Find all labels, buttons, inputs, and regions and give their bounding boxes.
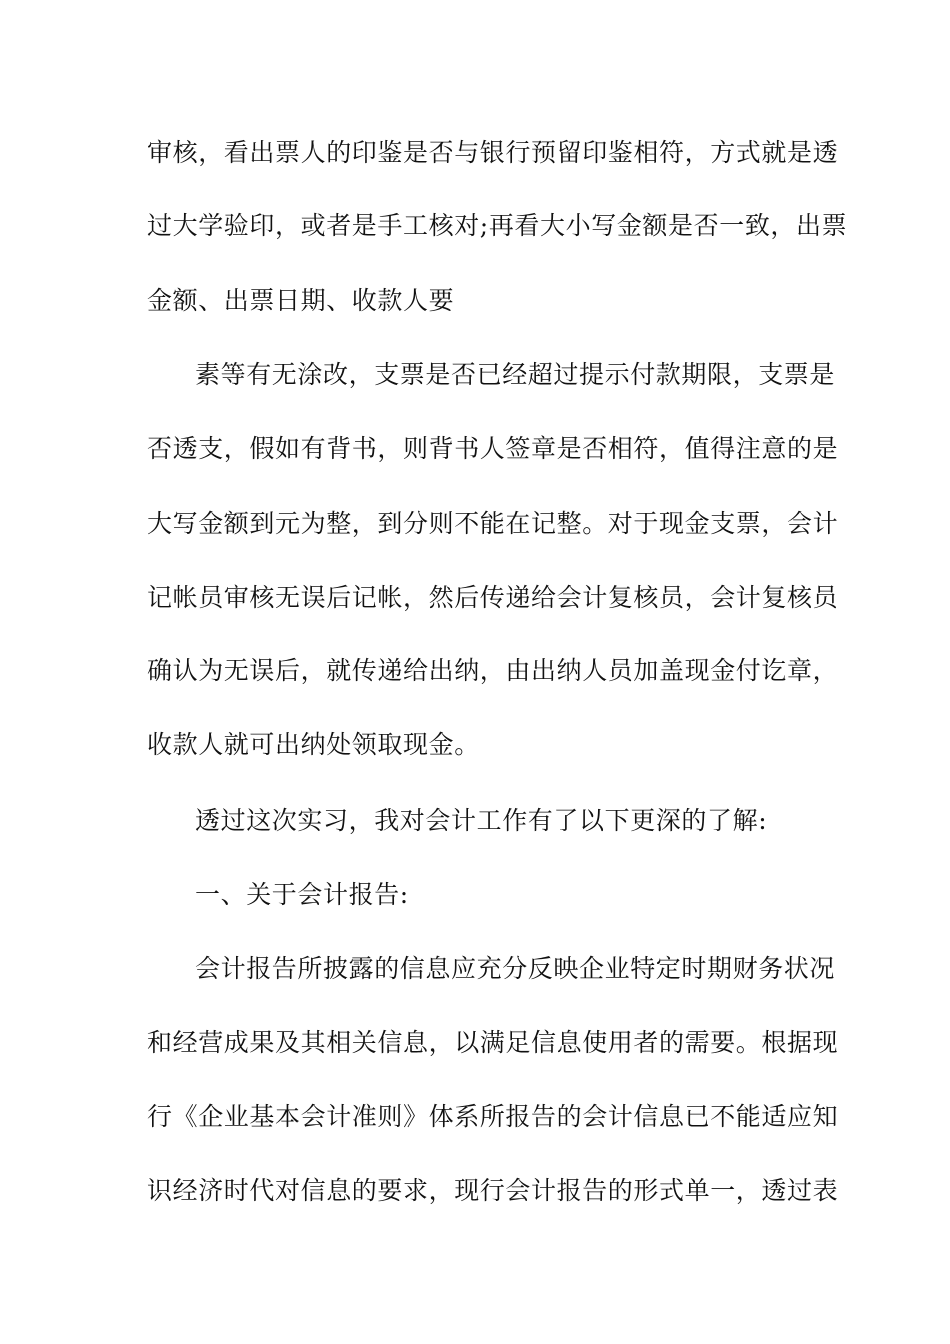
text-line: 识经济时代对信息的要求，现行会计报告的形式单一，透过表 <box>147 1176 839 1205</box>
section-heading: 一、关于会计报告: <box>195 880 409 909</box>
text-line: 收款人就可出纳处领取现金。 <box>147 730 480 759</box>
text-line: 过大学验印，或者是手工核对;再看大小写金额是否一致，出票 <box>147 211 848 240</box>
text-line: 行《企业基本会计准则》体系所报告的会计信息已不能适应知 <box>147 1102 839 1131</box>
text-line: 大写金额到元为整，到分则不能在记整。对于现金支票，会计 <box>147 509 839 538</box>
text-line: 金额、出票日期、收款人要 <box>147 286 455 315</box>
paragraph-first-line: 透过这次实习，我对会计工作有了以下更深的了解: <box>195 806 768 835</box>
paragraph-first-line: 会计报告所披露的信息应充分反映企业特定时期财务状况 <box>195 954 836 983</box>
text-line: 确认为无误后，就传递给出纳，由出纳人员加盖现金付讫章， <box>147 656 839 685</box>
text-line: 审核，看出票人的印鉴是否与银行预留印鉴相符，方式就是透 <box>147 138 839 167</box>
text-line: 记帐员审核无误后记帐，然后传递给会计复核员，会计复核员 <box>147 583 839 612</box>
paragraph-first-line: 素等有无涂改，支票是否已经超过提示付款期限，支票是 <box>195 360 836 389</box>
text-line: 否透支，假如有背书，则背书人签章是否相符，值得注意的是 <box>147 434 839 463</box>
text-line: 和经营成果及其相关信息，以满足信息使用者的需要。根据现 <box>147 1028 839 1057</box>
